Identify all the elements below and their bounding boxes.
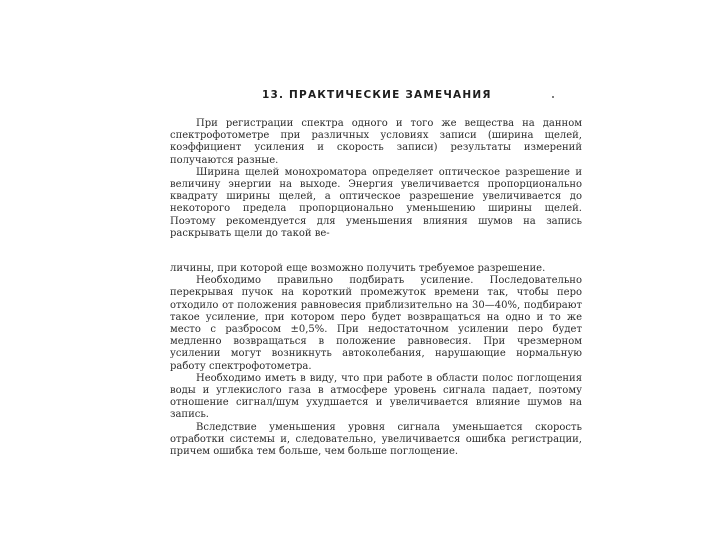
paragraph-gain-selection: Необходимо правильно подбирать усиление. Последовательно перекрывая пучок на короткий промежуток времени так, чтобы перо отходило от положения равновесия приблизительно на 30—40%, подбирают такое усиление, при котором перо будет возвращаться на одно и то же место с разбросом ±0,5%. При недостаточном усилении перо будет медленно возвращаться в положение равновесия. При чрезмерном усилении могут возникнуть автоколебания, нарушающие нормальную работу спектрофотометра. xyxy=(170,275,582,372)
paragraph-recording-conditions: При регистрации спектра одного и того же вещества на данном спектрофотометре при различных условиях записи (ширина щелей, коэффициент усиления и скорость записи) результаты измерений получаются разные. xyxy=(170,118,582,166)
section-heading: 13. ПРАКТИЧЕСКИЕ ЗАМЕЧАНИЯ xyxy=(262,89,492,101)
scan-speck xyxy=(552,96,554,98)
paragraph-absorption-bands: Необходимо иметь в виду, что при работе в области полос поглощения воды и углекислого газа в атмосфере уровень сигнала падает, поэтому отношение сигнал/шум ухудшается и увеличивается влияние шумов на запись. xyxy=(170,372,582,421)
text-block-top xyxy=(170,118,582,240)
text-block-bottom xyxy=(170,263,582,458)
paragraph-slit-width-continued: личины, при которой еще возможно получить требуемое разрешение. xyxy=(170,263,546,274)
paragraph-signal-level: Вследствие уменьшения уровня сигнала уменьшается скорость отработки системы и, следовательно, увеличивается ошибка регистрации, причем ошибка тем больше, чем больше поглощение. xyxy=(170,421,582,458)
paragraph-slit-width: Ширина щелей монохроматора определяет оптическое разрешение и величину энергии на выходе. Энергия увеличивается пропорционально квадрату ширины щелей, а оптическое разрешение увеличивается до некоторого предела пропорционально уменьшению ширины щелей. Поэтому рекомендуется для уменьшения влияния шумов на запись раскрывать щели до такой ве- xyxy=(170,166,582,239)
